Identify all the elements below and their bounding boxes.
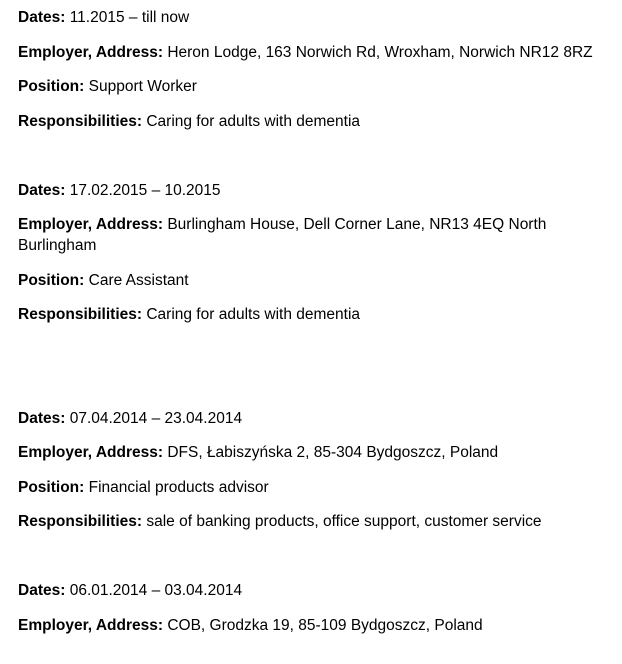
position-label: Position: bbox=[18, 78, 85, 95]
employer-label: Employer, Address: bbox=[18, 444, 164, 461]
dates-value: 07.04.2014 – 23.04.2014 bbox=[69, 410, 243, 427]
responsibilities-label: Responsibilities: bbox=[18, 113, 143, 130]
employer-value: DFS, Łabiszyńska 2, 85-304 Bydgoszcz, Poland bbox=[167, 444, 499, 461]
employer-value: Heron Lodge, 163 Norwich Rd, Wroxham, Norwich NR12 8RZ bbox=[167, 44, 593, 61]
entry-responsibilities bbox=[18, 511, 608, 532]
entry-employer bbox=[18, 42, 608, 63]
entry-employer bbox=[18, 615, 608, 636]
entry-employer bbox=[18, 442, 608, 463]
employer-value: Burlingham House, Dell Corner Lane, NR13 4EQ North Burlingham bbox=[18, 216, 547, 254]
responsibilities-label: Responsibilities: bbox=[18, 513, 143, 530]
entry-employer bbox=[18, 214, 608, 256]
entry-responsibilities bbox=[18, 111, 608, 132]
responsibilities-value: sale of banking products, office support, customer service bbox=[146, 513, 542, 530]
dates-value: 11.2015 – till now bbox=[69, 9, 190, 26]
employer-label: Employer, Address: bbox=[18, 216, 164, 233]
dates-label: Dates: bbox=[18, 410, 66, 427]
employer-label: Employer, Address: bbox=[18, 44, 164, 61]
dates-value: 06.01.2014 – 03.04.2014 bbox=[69, 582, 243, 599]
entry-dates bbox=[18, 7, 608, 28]
dates-label: Dates: bbox=[18, 9, 66, 26]
entry-position bbox=[18, 76, 608, 97]
entry-dates bbox=[18, 580, 608, 601]
responsibilities-label: Responsibilities: bbox=[18, 306, 143, 323]
entry-responsibilities bbox=[18, 304, 608, 325]
dates-label: Dates: bbox=[18, 182, 66, 199]
position-value: Care Assistant bbox=[88, 272, 189, 289]
dates-value: 17.02.2015 – 10.2015 bbox=[69, 182, 221, 199]
position-value: Support Worker bbox=[88, 78, 197, 95]
entry-dates bbox=[18, 180, 608, 201]
responsibilities-value: Caring for adults with dementia bbox=[146, 113, 361, 130]
dates-label: Dates: bbox=[18, 582, 66, 599]
responsibilities-value: Caring for adults with dementia bbox=[146, 306, 361, 323]
employer-value: COB, Grodzka 19, 85-109 Bydgoszcz, Poland bbox=[167, 617, 483, 634]
position-label: Position: bbox=[18, 479, 85, 496]
position-value: Financial products advisor bbox=[88, 479, 269, 496]
position-label: Position: bbox=[18, 272, 85, 289]
entry-dates bbox=[18, 408, 608, 429]
entry-position bbox=[18, 270, 608, 291]
entry-position bbox=[18, 477, 608, 498]
employer-label: Employer, Address: bbox=[18, 617, 164, 634]
